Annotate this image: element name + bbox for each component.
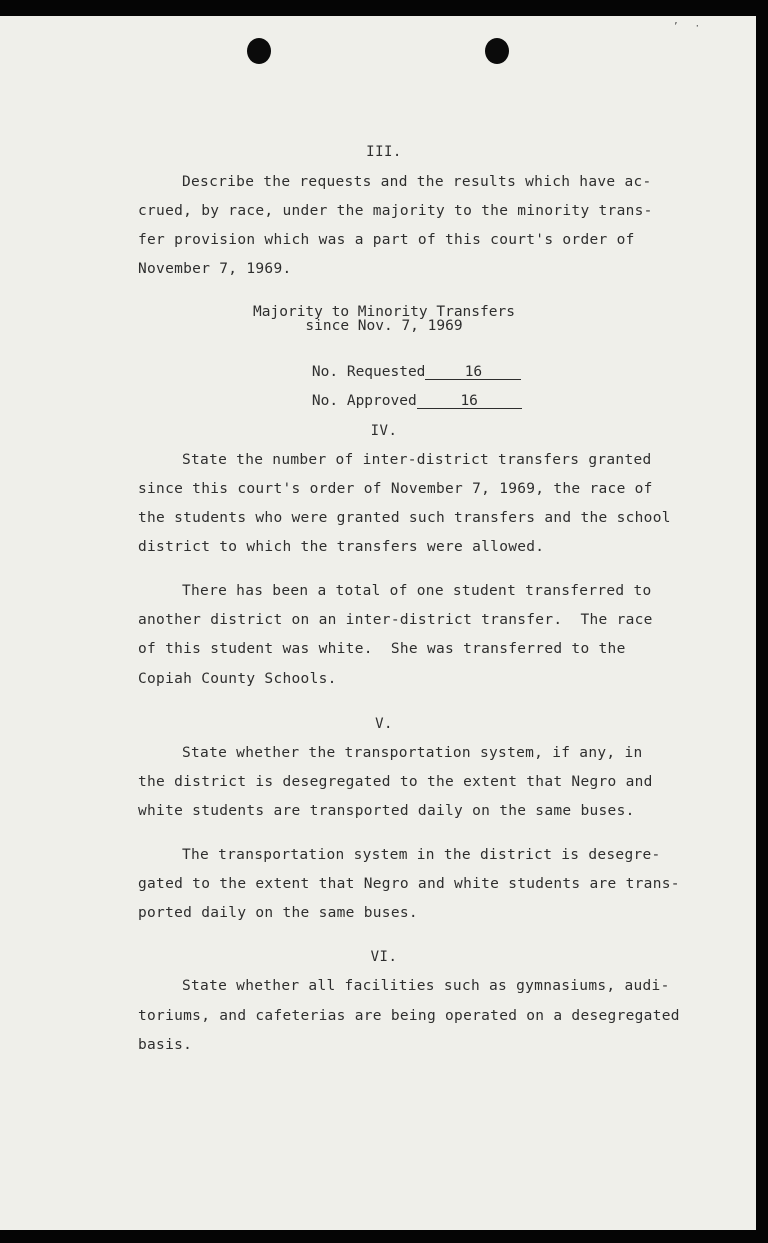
section-4-question-line: since this court's order of November 7, 1969, the race of [138,481,653,497]
section-3-question-line: crued, by race, under the majority to the minority trans- [138,203,653,219]
section-3-heading: III. [366,144,402,160]
transfer-table-title: Majority to Minority Transfers [253,304,515,320]
section-5-answer-line: ported daily on the same buses. [138,905,418,921]
punch-hole-left [247,38,271,64]
approved-value: 16 [417,394,522,409]
requested-label: No. Requested [311,364,426,380]
section-5-answer-line: gated to the extent that Negro and white students are trans- [138,876,680,892]
section-3-question-line: November 7, 1969. [138,261,292,277]
approved-field [277,377,522,425]
document-page [0,16,756,1230]
section-4-answer-line: another district on an inter-district transfer. The race [138,612,653,628]
section-4-question-line: State the number of inter-district transfers granted [182,452,652,468]
section-6-question-line: toriums, and cafeterias are being operated on a desegregated [138,1008,680,1024]
section-6-question-line: State whether all facilities such as gymnasiums, audi- [182,978,670,994]
section-4-answer-line: of this student was white. She was transferred to the [138,641,626,657]
section-5-question-line: State whether the transportation system, if any, in [182,745,643,761]
section-4-question-line: the students who were granted such transfers and the school [138,510,671,526]
section-5-heading: V. [375,716,393,732]
section-4-answer-line: There has been a total of one student transferred to [182,583,652,599]
section-4-answer-line: Copiah County Schools. [138,671,337,687]
section-5-answer-line: The transportation system in the district is desegre- [182,847,661,863]
approved-label: No. Approved [311,393,417,409]
section-5-question-line: the district is desegregated to the extent that Negro and [138,774,653,790]
page-speck: ’ · [673,22,701,32]
section-5-question-line: white students are transported daily on the same buses. [138,803,635,819]
section-3-question-line: Describe the requests and the results which have ac- [182,174,652,190]
section-3-question-line: fer provision which was a part of this court's order of [138,232,635,248]
requested-value: 16 [425,365,521,380]
section-6-question-line: basis. [138,1037,193,1053]
section-4-question-line: district to which the transfers were allowed. [138,539,545,555]
section-4-heading: IV. [370,423,398,439]
punch-hole-right [485,38,509,64]
section-6-heading: VI. [370,949,398,965]
transfer-table-subtitle: since Nov. 7, 1969 [305,318,463,334]
